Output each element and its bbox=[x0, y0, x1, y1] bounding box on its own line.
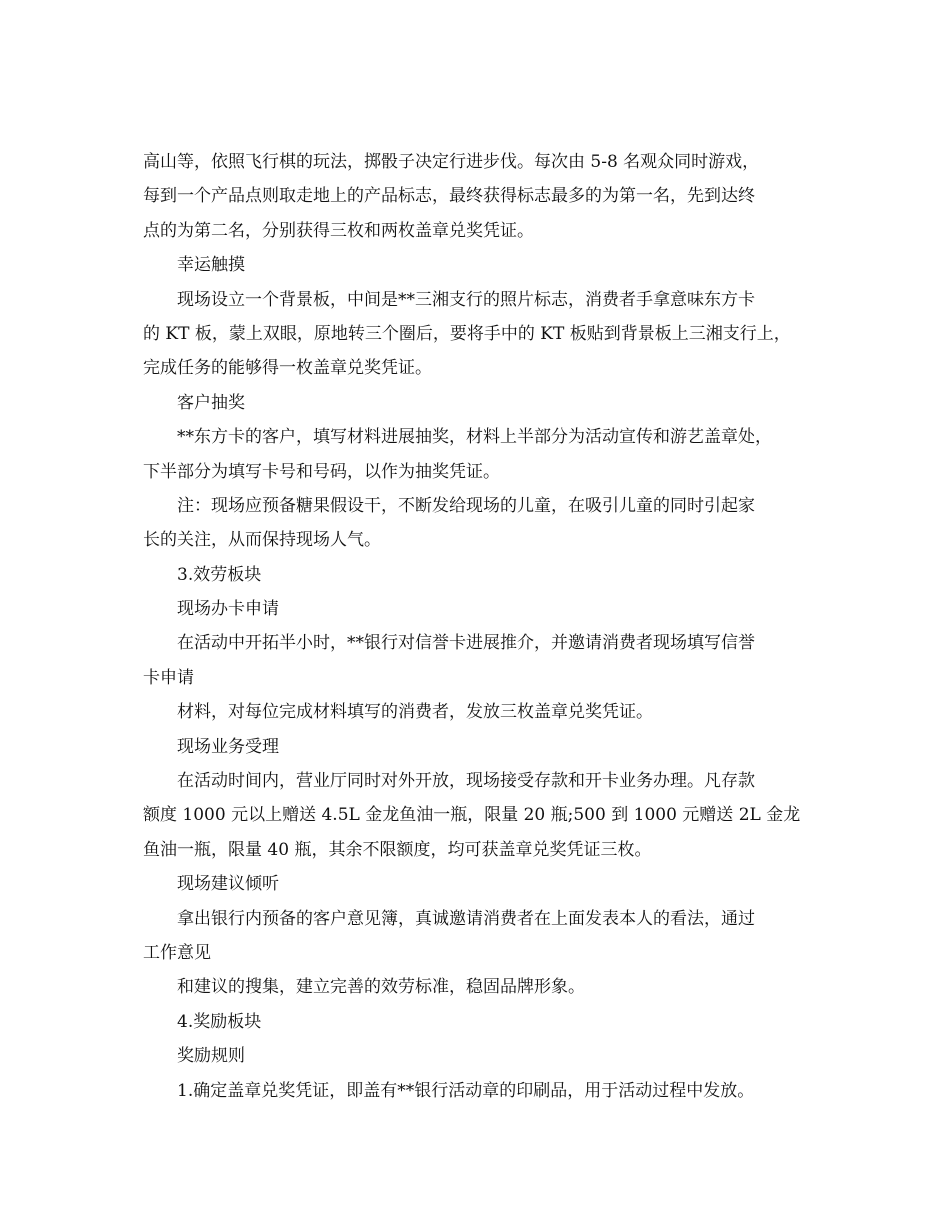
section-heading: 3.效劳板块 bbox=[177, 564, 262, 585]
paragraph-line: 额度 1000 元以上赠送 4.5L 金龙鱼油一瓶，限量 20 瓶;500 到 1000 元赠送 2L 金龙 bbox=[143, 805, 801, 826]
section-heading: 4.奖励板块 bbox=[177, 1011, 262, 1032]
note-line: 长的关注，从而保持现场人气。 bbox=[143, 530, 381, 551]
section-heading: 奖励规则 bbox=[177, 1046, 245, 1067]
paragraph-line: 高山等，依照飞行棋的玩法，掷骰子决定行进步伐。每次由 5-8 名观众同时游戏， bbox=[143, 152, 760, 172]
document-body bbox=[143, 145, 813, 1108]
paragraph-line: 材料，对每位完成材料填写的消费者，发放三枚盖章兑奖凭证。 bbox=[177, 702, 653, 723]
paragraph-line: 1.确定盖章兑奖凭证，即盖有**银行活动章的印刷品，用于活动过程中发放。 bbox=[177, 1080, 755, 1101]
section-heading: 幸运触摸 bbox=[177, 255, 245, 276]
paragraph-line: 现场设立一个背景板，中间是**三湘支行的照片标志，消费者手拿意味东方卡 bbox=[177, 289, 755, 310]
paragraph-line: 点的为第二名，分别获得三枚和两枚盖章兑奖凭证。 bbox=[143, 220, 534, 241]
section-heading: 现场业务受理 bbox=[177, 736, 279, 757]
paragraph-line: 拿出银行内预备的客户意见簿，真诚邀请消费者在上面发表本人的看法，通过 bbox=[177, 908, 755, 929]
section-heading: 现场建议倾听 bbox=[177, 874, 279, 895]
section-heading: 现场办卡申请 bbox=[177, 599, 279, 620]
paragraph-line: 和建议的搜集，建立完善的效劳标准，稳固品牌形象。 bbox=[177, 977, 585, 998]
paragraph-line: 卡申请 bbox=[143, 667, 194, 688]
section-heading: 客户抽奖 bbox=[177, 392, 245, 413]
paragraph-line: 每到一个产品点则取走地上的产品标志，最终获得标志最多的为第一名，先到达终 bbox=[143, 186, 755, 207]
paragraph-line: 鱼油一瓶，限量 40 瓶，其余不限额度，均可获盖章兑奖凭证三枚。 bbox=[143, 839, 652, 860]
paragraph-line: 在活动时间内，营业厅同时对外开放，现场接受存款和开卡业务办理。凡存款 bbox=[177, 771, 755, 792]
paragraph-line: 工作意见 bbox=[143, 942, 211, 963]
paragraph-line: **东方卡的客户，填写材料进展抽奖，材料上半部分为活动宣传和游艺盖章处， bbox=[177, 427, 772, 448]
paragraph-line: 下半部分为填写卡号和号码，以作为抽奖凭证。 bbox=[143, 461, 500, 482]
paragraph-line: 的 KT 板，蒙上双眼，原地转三个圈后，要将手中的 KT 板贴到背景板上三湘支行上， bbox=[143, 323, 791, 344]
paragraph-line: 在活动中开拓半小时，**银行对信誉卡进展推介，并邀请消费者现场填写信誉 bbox=[177, 633, 755, 654]
note-line: 注：现场应预备糖果假设干，不断发给现场的儿童，在吸引儿童的同时引起家 bbox=[177, 495, 755, 516]
paragraph-line: 完成任务的能够得一枚盖章兑奖凭证。 bbox=[143, 358, 432, 379]
